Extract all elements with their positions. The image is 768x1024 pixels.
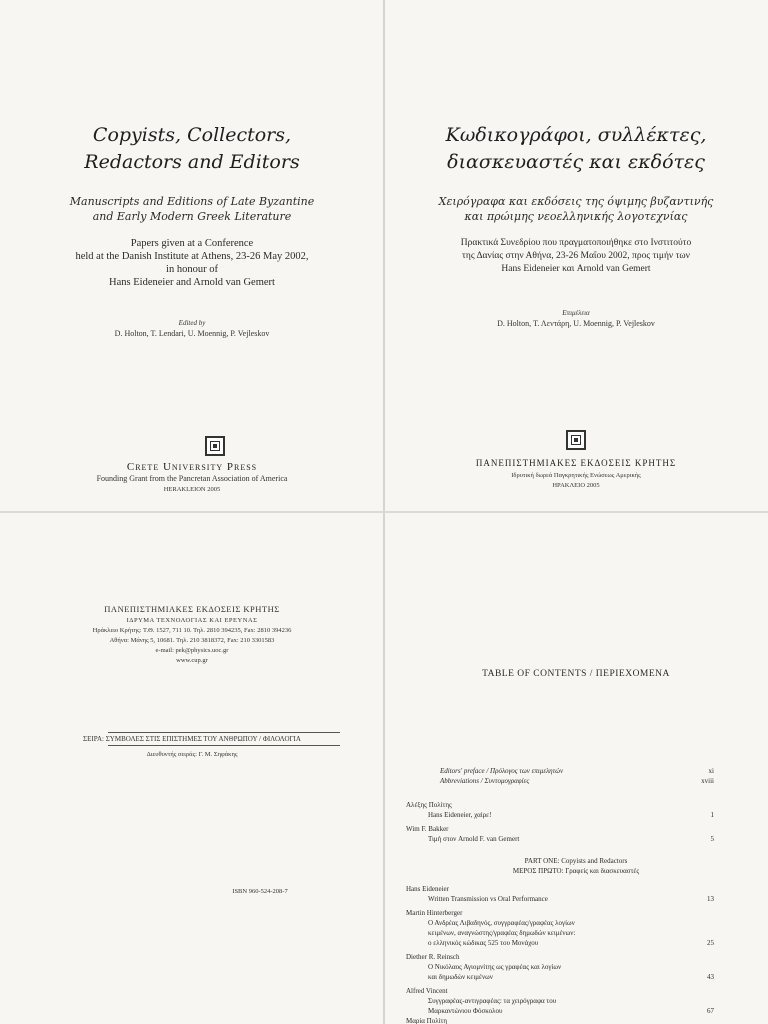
toc-entry-page: 67: [707, 1007, 714, 1015]
toc-title: TABLE OF CONTENTS / ΠΕΡΙΕΧΟΜΕΝΑ: [482, 669, 670, 679]
toc-author: Alfred Vincent: [406, 987, 448, 995]
foundation-name: ΙΔΡΥΜΑ ΤΕΧΝΟΛΟΓΙΑΣ ΚΑΙ ΕΡΕΥΝΑΣ: [126, 617, 258, 624]
page-copyright: [0, 512, 384, 1024]
series-rule-bottom: [108, 745, 340, 746]
conference-line-1: Papers given at a Conference: [130, 238, 254, 249]
toc-entry-title: και δημωδών κειμένων: [428, 973, 493, 981]
editors-list: D. Holton, Τ. Λεντάρη, U. Moennig, P. Vejleskov: [497, 319, 655, 328]
conference-line-3: Hans Eideneier και Arnold van Gemert: [501, 264, 651, 274]
series-title: ΣΕΙΡΑ: ΣΥΜΒΟΛΕΣ ΣΤΙΣ ΕΠΙΣΤΗΜΕΣ ΤΟΥ ΑΝΘΡΩΠΟΥ / ΦΙΛΟΛΟΓΙΑ: [83, 735, 301, 743]
toc-author: Αλέξης Πολίτης: [406, 801, 452, 809]
toc-entry-title: Συγγραφέας-αντιγραφέας: τα χειρόγραφα του: [428, 997, 557, 1005]
subtitle-line-1: Χειρόγραφα και εκδόσεις της όψιμης βυζαντινής: [438, 195, 714, 208]
edited-by-label: Edited by: [178, 319, 206, 327]
page-greek-title: [384, 0, 768, 512]
press-logo-icon: [205, 436, 225, 456]
title-line-2: Redactors and Editors: [84, 151, 300, 173]
toc-front-page: xi: [708, 767, 714, 775]
press-place: HERAKLEION 2005: [163, 486, 221, 493]
toc-entry-title: Μαρκαντώνιου Φόσκολου: [428, 1007, 503, 1015]
toc-author: Martin Hinterberger: [406, 909, 463, 917]
conference-line-4: Hans Eideneier and Arnold van Gemert: [109, 277, 275, 288]
toc-entry-title: κειμένων, αναγνώστης/γραφέας δημωδών κειμένων:: [428, 929, 576, 937]
toc-entry-title: Τιμή στον Arnold F. van Gemert: [428, 835, 520, 843]
conference-line-2: της Δανίας στην Αθήνα, 23-26 Μαΐου 2002, προς τιμήν των: [462, 251, 690, 261]
conference-line-1: Πρακτικά Συνεδρίου που πραγματοποιήθηκε στο Ινστιτούτο: [460, 238, 692, 248]
edited-by-label: Επιμέλεια: [562, 309, 590, 317]
part-heading-en: PART ONE: Copyists and Redactors: [524, 857, 628, 865]
toc-front-item: Editors' preface / Πρόλογος των επιμελητών: [440, 767, 564, 775]
toc-entry-page: 5: [710, 835, 714, 843]
toc-author: Wim F. Bakker: [406, 825, 449, 833]
press-name: Crete University Press: [126, 461, 258, 473]
conference-line-2: held at the Danish Institute at Athens, 23-26 May 2002,: [75, 251, 309, 262]
press-place: ΗΡΑΚΛΕΙΟ 2005: [552, 482, 600, 489]
toc-author: Hans Eideneier: [406, 885, 449, 893]
address-athens: Αθήνα: Μάνης 5, 10681. Τηλ. 210 3818372, Fax: 210 3301583: [109, 637, 275, 644]
press-name: ΠΑΝΕΠΙΣΤΗΜΙΑΚΕΣ ΕΚΔΟΣΕΙΣ ΚΡΗΤΗΣ: [475, 458, 677, 468]
toc-entry-page: 43: [707, 973, 714, 981]
conference-line-3: in honour of: [166, 264, 218, 275]
toc-entry-page: 1: [710, 811, 714, 819]
toc-entry-title: Ο Ανδρέας Λιβαδηνός, συγγραφέας/γραφέας λογίων: [428, 919, 575, 927]
isbn: ISBN 960-524-208-7: [232, 888, 288, 895]
title-line-2: διασκευαστές και εκδότες: [447, 151, 705, 173]
part-heading-gr: ΜΕΡΟΣ ΠΡΩΤΟ: Γραφείς και διασκευαστές: [512, 867, 640, 875]
address-herakleion: Ηράκλειο Κρήτης: Τ.Θ. 1527, 711 10. Τηλ. 2810 394235, Fax: 2810 394236: [92, 627, 292, 634]
editors-list: D. Holton, T. Lendari, U. Moennig, P. Vejleskov: [114, 329, 270, 338]
toc-entry-title: Hans Eideneier, χαίρε!: [428, 811, 492, 819]
toc-author: Diether R. Reinsch: [406, 953, 460, 961]
toc-front-page: xviii: [701, 777, 714, 785]
toc-entry-title: Ο Νικόλαος Αγιομνίτης ως γραφέας και λογίων: [428, 963, 562, 971]
page-divider-horizontal: [0, 511, 768, 513]
subtitle-line-1: Manuscripts and Editions of Late Byzantine: [69, 195, 315, 208]
page-english-title: [0, 0, 384, 512]
toc-entry-page: 13: [707, 895, 714, 903]
subtitle-line-2: and Early Modern Greek Literature: [92, 210, 292, 223]
press-grant: Founding Grant from the Pancretan Association of America: [96, 474, 288, 483]
email: e-mail: pek@physics.uoc.gr: [155, 647, 229, 654]
series-rule-top: [108, 732, 340, 733]
website: www.cup.gr: [176, 657, 208, 664]
toc-entry-title: Written Transmission vs Oral Performance: [428, 895, 548, 903]
title-line-1: Κωδικογράφοι, συλλέκτες,: [445, 124, 707, 146]
press-name: ΠΑΝΕΠΙΣΤΗΜΙΑΚΕΣ ΕΚΔΟΣΕΙΣ ΚΡΗΤΗΣ: [104, 604, 280, 614]
press-grant: Ιδρυτική δωρεά Παγκρητικής Ενώσεως Αμερικής: [511, 472, 641, 479]
subtitle-line-2: και πρώιμης νεοελληνικής λογοτεχνίας: [464, 210, 688, 223]
toc-front-item: Abbreviations / Συντομογραφίες: [440, 777, 530, 785]
title-line-1: Copyists, Collectors,: [92, 124, 292, 146]
press-logo-icon: [566, 430, 586, 450]
toc-entry-title: ο ελληνικός κώδικας 525 του Μονάχου: [428, 939, 539, 947]
series-director: Διευθυντής σειράς: Γ. Μ. Σηφάκης: [146, 751, 238, 758]
page-table-of-contents: [384, 512, 768, 1024]
toc-entry-page: 25: [707, 939, 714, 947]
toc-author: Μαρία Πολίτη: [406, 1017, 447, 1024]
